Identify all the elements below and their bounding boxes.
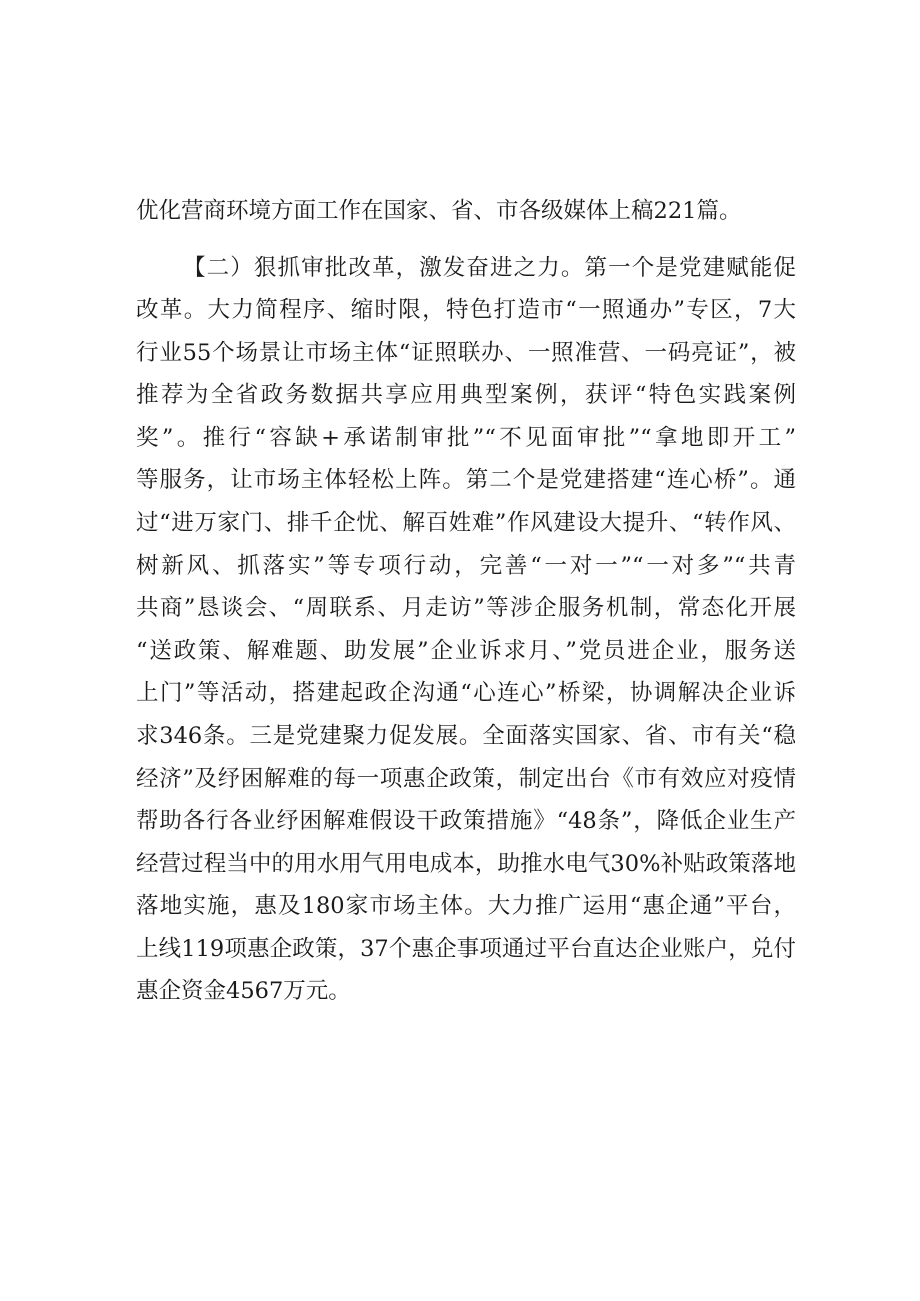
- text-line: 上线119项惠企政策，37个惠企事项通过平台直达企业账户，兑付: [136, 936, 796, 962]
- section-heading-line: 【二）狠抓审批改革，激发奋进之力。第一个是党建赋能促: [183, 255, 796, 281]
- text-line: 帮助各行各业纾困解难假设干政策措施》“48条”，降低企业生产: [136, 808, 796, 834]
- text-line: 树新风、抓落实”等专项行动，完善“一对一”“一对多”“共青: [136, 553, 796, 579]
- text-line: 经营过程当中的用水用气用电成本，助推水电气30%补贴政策落地: [136, 851, 796, 877]
- text-line: 落地实施，惠及180家市场主体。大力推广运用“惠企通”平台，: [136, 893, 796, 919]
- text-line: 改革。大力简程序、缩时限，特色打造市“一照通办”专区，7大: [136, 297, 796, 323]
- text-line: 行业55个场景让市场主体“证照联办、一照准营、一码亮证”，被: [136, 340, 796, 366]
- text-line: “送政策、解难题、助发展”企业诉求月、”党员进企业，服务送: [136, 638, 796, 664]
- text-line: 推荐为全省政务数据共享应用典型案例，获评“特色实践案例: [136, 382, 796, 408]
- text-line: 上门”等活动，搭建起政企沟通“心连心”桥梁，协调解决企业诉: [136, 680, 796, 706]
- text-line: 过“进万家门、排千企忧、解百姓难”作风建设大提升、“转作风、: [136, 510, 796, 536]
- text-line: 惠企资金4567万元。: [136, 978, 351, 1004]
- text-line: 优化营商环境方面工作在国家、省、市各级媒体上稿221篇。: [136, 198, 742, 224]
- text-line: 共商”恳谈会、“周联系、月走访”等涉企服务机制，常态化开展: [136, 595, 796, 621]
- text-line: 等服务，让市场主体轻松上阵。第二个是党建搭建“连心桥”。通: [136, 467, 796, 493]
- text-line: 经济”及纾困解难的每一项惠企政策，制定出台《市有效应对疫情: [136, 766, 796, 792]
- text-line: 奖”。推行“容缺+承诺制审批”“不见面审批”“拿地即开工”: [136, 425, 796, 451]
- text-line: 求346条。三是党建聚力促发展。全面落实国家、省、市有关“稳: [136, 723, 796, 749]
